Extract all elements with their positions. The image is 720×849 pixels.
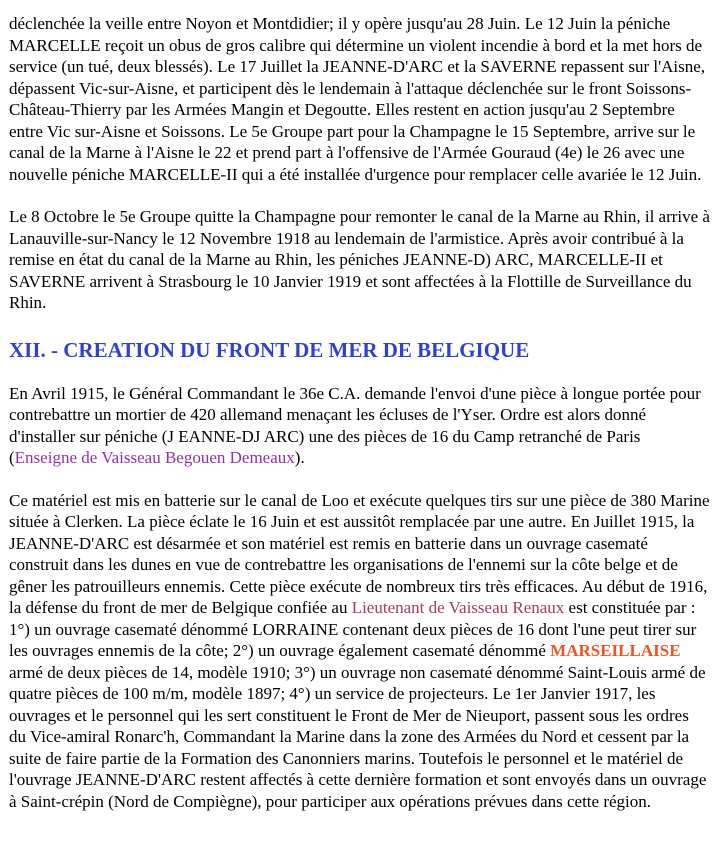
paragraph-canal-de-loo: [9, 490, 710, 813]
section-heading-front-de-mer-belgique: XII. - CREATION DU FRONT DE MER DE BELGIQUE: [9, 337, 530, 362]
paragraph-aisne-operations: déclenchée la veille entre Noyon et Montdidier; il y opère jusqu'au 28 Juin. Le 12 Juin la péniche MARCELLE reçoit un obus de gros calibre qui détermine un violent incendie à bord et la met hors de service (un tué, deux blessés). Le 17 Juillet la JEANNE-D'ARC et la SAVERNE repassent sur l'Aisne, dépassent Vic-sur-Aisne, et participent dès le lendemain à l'attaque déclenchée sur le front Soissons-Château-Thierry par les Armées Mangin et Degoutte. Elles restent en action jusqu'au 2 Septembre entre Vic sur-Aisne et Soissons. Le 5e Groupe part pour la Champagne le 15 Septembre, arrive sur le canal de la Marne à l'Aisne le 22 et prend part à l'offensive de l'Armée Gouraud (4e) le 26 avec une nouvelle péniche MARCELLE-II qui a été installée d'urgence pour remplacer celle avariée le 12 Juin.: [9, 14, 706, 184]
paragraph-text: En Avril 1915, le Général Commandant le 36e C.A. demande l'envoi d'une pièce à longue portée pour contrebattre un mortier de 420 allemand menaçant les écluses de l'Yser. Ordre est alors donné d'installer sur péniche (J EANNE-DJ ARC) une des pièces de 16 du Camp retranché de Paris (: [9, 383, 701, 467]
paragraph-text: Ce matériel est mis en batterie sur le canal de Loo et exécute quelques tirs sur une pièce de 380 Marine située à Clerken. La pièce éclate le 16 Juin et est aussitôt remplacée par une autre. En Juillet 1915, la JEANNE-D'ARC est désarmée et son matériel est remis en batterie dans un ouvrage casematé construit dans les dunes en vue de contrebattre les organisations de l'ennemi sur la côte belge et de gêner les patrouilleurs ennemis. Cette pièce exécute de nombreux tirs très efficaces. Au début de 1916, la défense du front de mer de Belgique confiée au: [9, 490, 710, 617]
paragraph-text: armé de deux pièces de 14, modèle 1910; 3°) un ouvrage non casematé dénommé Saint-Louis armé de quatre pièces de 100 m/m, modèle 1897; 4°) un service de projecteurs. Le 1er Janvier 1917, les ouvrages et le personnel qui les sert constituent le Front de Mer de Nieuport, passent sous les ordres du Vice-amiral Ronarc'h, Commandant la Marine dans la zone des Armées du Nord et cessent par la suite de faire partie de la Formation des Canonniers marins. Toutefois le personnel et le matériel de l'ouvrage JEANNE-D'ARC restent affectés à cette dernière formation et sont envoyés dans un ouvrage à Saint-crépin (Nord de Compiègne), pour participer aux opérations prévues dans cette région.: [9, 662, 707, 811]
highlight-marseillaise: MARSEILLAISE: [550, 641, 681, 660]
paragraph-avril-1915: [9, 383, 710, 469]
link-begouen-demeaux[interactable]: Enseigne de Vaisseau Begouen Demeaux: [14, 448, 295, 467]
paragraph-marne-rhin: Le 8 Octobre le 5e Groupe quitte la Champagne pour remonter le canal de la Marne au Rhin, il arrive à Lanauville-sur-Nancy le 12 Novembre 1918 au lendemain de l'armistice. Après avoir contribué à la remise en état du canal de la Marne au Rhin, les péniches JEANNE-D) ARC, MARCELLE-II et SAVERNE arrivent à Strasbourg le 10 Janvier 1919 et sont affectées à la Flottille de Surveillance du Rhin.: [9, 207, 710, 312]
link-lieutenant-renaux[interactable]: Lieutenant de Vaisseau Renaux: [351, 598, 565, 617]
paragraph-text: est constituée par : 1°) un ouvrage casematé dénommé LORRAINE contenant deux pièces de 16 dont l'une peut tirer sur les ouvrages ennemis de la côte; 2°) un ouvrage également casematé dénommé: [9, 598, 697, 660]
paragraph-text: ).: [294, 448, 305, 467]
